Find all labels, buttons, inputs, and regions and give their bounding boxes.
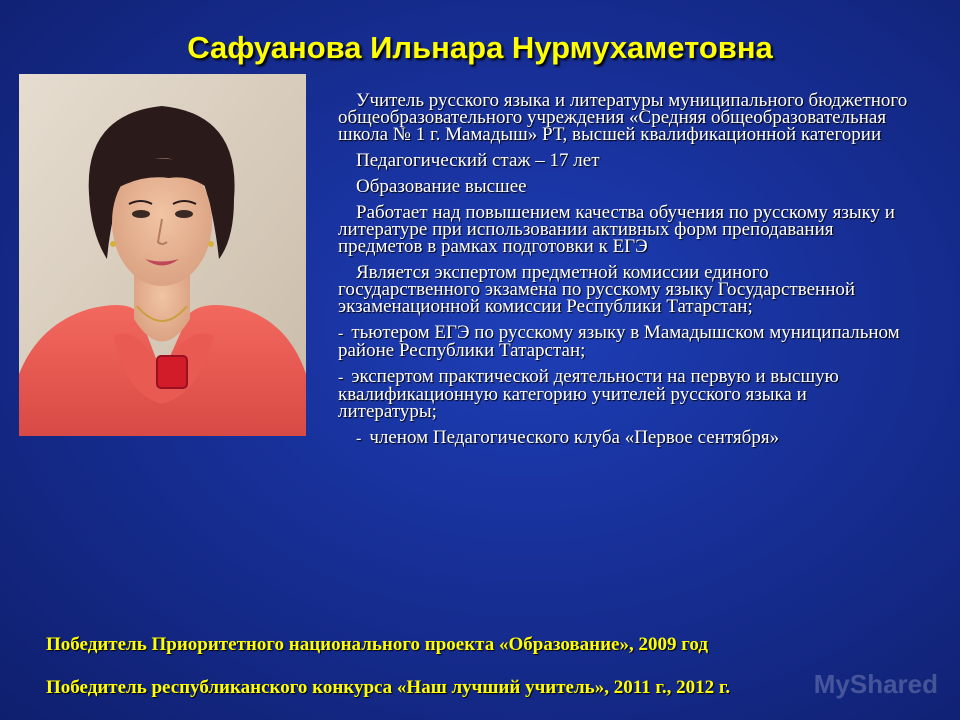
bio-paragraph: Является экспертом предметной комиссии единого государственного экзамена по русскому языку Государственной экзаменационной комиссии Республики Татарстан; [338,262,856,317]
list-item-text: тьютером ЕГЭ по русскому языку в Мамадышском муниципальном районе Республики Татарстан; [338,322,900,361]
award-line: Победитель республиканского конкурса «Наш лучший учитель», 2011 г., 2012 г. [46,677,731,698]
award-line: Победитель Приоритетного национального проекта «Образование», 2009 год [46,634,708,655]
list-item-text: экспертом практической деятельности на первую и высшую квалификационную категорию учителей русского языка и литературы; [338,366,839,422]
list-dash: - [356,430,362,447]
list-dash: - [338,369,344,386]
bio-paragraph: Учитель русского языка и литературы муниципального бюджетного общеобразовательного учреждения «Средняя общеобразовательная школа № 1 г. Мамадыш» РТ, высшей квалификационной категории [338,90,908,145]
watermark-logo: MyShared [813,669,938,699]
slide-title: Сафуанова Ильнара Нурмухаметовна [187,30,773,65]
portrait-photo [19,74,306,436]
list-item-text: членом Педагогического клуба «Первое сентября» [369,427,780,448]
list-item [338,368,908,420]
list-item [338,324,908,359]
bio-paragraph: Образование высшее [356,176,527,197]
bio-text [338,92,908,456]
list-item [338,429,908,447]
bio-paragraph: Работает над повышением качества обучения по русскому языку и литературе при использовании активных форм преподавания предметов в рамках подготовки к ЕГЭ [338,202,895,257]
list-dash: - [338,325,344,342]
bio-paragraph: Педагогический стаж – 17 лет [356,150,600,171]
